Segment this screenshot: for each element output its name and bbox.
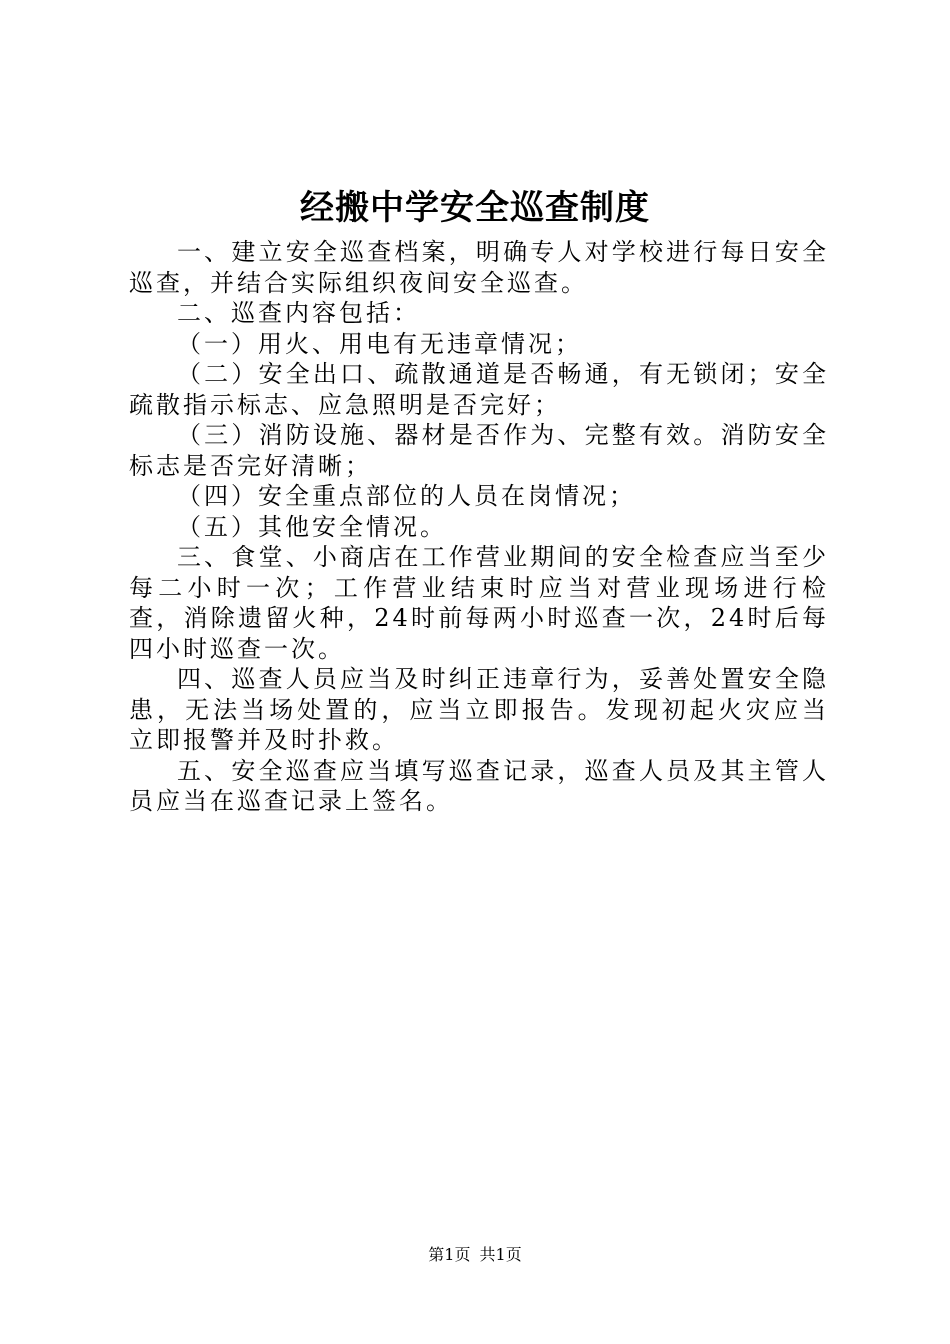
paragraph-7: （五）其他安全情况。 (177, 512, 447, 541)
paragraph-10: 五、安全巡查应当填写巡查记录，巡查人员及其主管人员应当在巡查记录上签名。 (129, 756, 829, 815)
paragraph-9: 四、巡查人员应当及时纠正违章行为，妥善处置安全隐患，无法当场处置的，应当立即报告。发现初起火灾应当立即报警并及时扑救。 (129, 665, 829, 754)
page-total: 共1页 (479, 1245, 522, 1264)
paragraph-4: （二）安全出口、疏散通道是否畅通，有无锁闭；安全疏散指示标志、应急照明是否完好； (129, 360, 829, 419)
document-body (129, 237, 829, 817)
paragraph-6: （四）安全重点部位的人员在岗情况； (177, 482, 636, 510)
paragraph-2: 二、巡查内容包括： (177, 299, 420, 327)
document-title: 经搬中学安全巡查制度 (300, 188, 650, 228)
paragraph-3: （一）用火、用电有无违章情况； (177, 329, 582, 358)
page-footer (0, 1244, 950, 1266)
page-number: 第1页 (428, 1245, 471, 1264)
paragraph-5: （三）消防设施、器材是否作为、完整有效。消防安全标志是否完好清晰； (129, 421, 829, 480)
paragraph-1: 一、建立安全巡查档案，明确专人对学校进行每日安全巡查，并结合实际组织夜间安全巡查。 (129, 238, 829, 297)
paragraph-8: 三、食堂、小商店在工作营业期间的安全检查应当至少每二小时一次；工作营业结束时应当对营业现场进行检查，消除遗留火种，24时前每两小时巡查一次，24时后每四小时巡查一次。 (129, 543, 829, 663)
